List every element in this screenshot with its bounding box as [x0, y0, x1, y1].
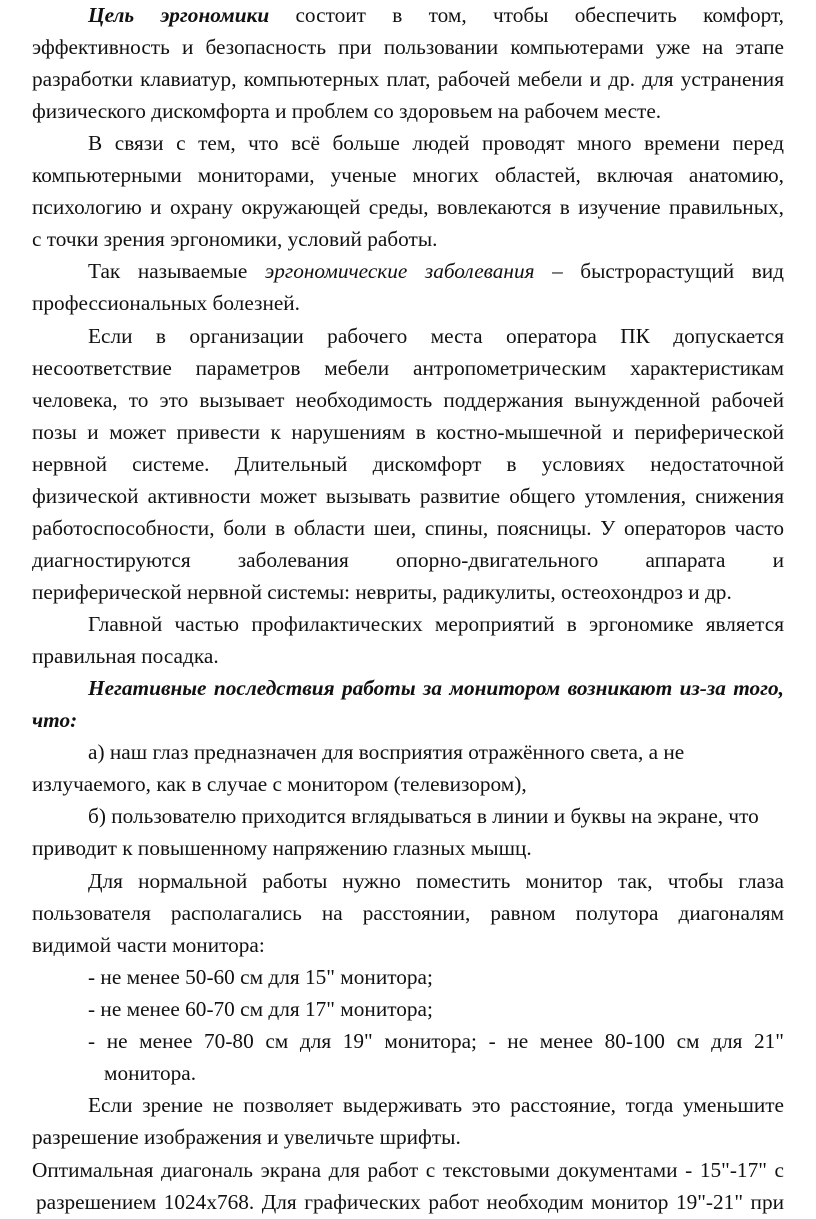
- paragraph-line: работоспособности, боли в области шеи, спины, поясницы. У операторов часто: [32, 516, 784, 540]
- paragraph-line: с точки зрения эргономики, условий работы.: [32, 227, 438, 251]
- paragraph-line: разработки клавиатур, компьютерных плат, рабочей мебели и др. для устранения: [32, 67, 784, 91]
- list-item: - не менее 70-80 см для 19" монитора; - не менее 80-100 см для 21": [88, 1029, 784, 1053]
- text-run: – быстрорастущий вид: [534, 259, 784, 283]
- list-item-b: б) пользователю приходится вглядываться в линии и буквы на экране, что: [88, 804, 759, 828]
- paragraph-line: видимой части монитора:: [32, 933, 265, 957]
- paragraph-line: разрешением 1024x768. Для графических работ необходим монитор 19"-21" при: [36, 1190, 784, 1214]
- paragraph-line: Главной частью профилактических мероприятий в эргономике является: [88, 612, 784, 636]
- paragraph-line: правильная посадка.: [32, 644, 219, 668]
- paragraph-line: периферической нервной системы: невриты, радикулиты, остеохондроз и др.: [32, 580, 732, 604]
- paragraph-line: психологию и охрану окружающей среды, вовлекаются в изучение правильных,: [32, 195, 784, 219]
- text-run: Так называемые: [88, 259, 265, 283]
- paragraph-line: физической активности может вызывать развитие общего утомления, снижения: [32, 484, 784, 508]
- section-heading-line: что:: [32, 708, 78, 732]
- paragraph-line: профессиональных болезней.: [32, 291, 301, 315]
- paragraph-line: пользователя располагались на расстоянии, равном полутора диагоналям: [32, 901, 784, 925]
- list-item: - не менее 50-60 см для 15" монитора;: [88, 965, 433, 989]
- paragraph-line: приводит к повышенному напряжению глазных мышц.: [32, 836, 532, 860]
- paragraph-line: Если в организации рабочего места оператора ПК допускается: [88, 324, 784, 348]
- paragraph-line: Для нормальной работы нужно поместить монитор так, чтобы глаза: [88, 869, 784, 893]
- paragraph-line: излучаемого, как в случае с монитором (телевизором),: [32, 772, 527, 796]
- term-ergonomic-diseases: эргономические заболевания: [264, 259, 535, 283]
- paragraph-line: [88, 0, 784, 32]
- list-item-a: а) наш глаз предназначен для восприятия отражённого света, а не: [88, 740, 685, 764]
- list-item: - не менее 60-70 см для 17" монитора;: [88, 997, 433, 1021]
- list-item-continuation: монитора.: [104, 1061, 197, 1085]
- term-ergonomics-goal: Цель эргономики: [88, 3, 270, 27]
- paragraph-line: несоответствие параметров мебели антропометрическим характеристикам: [32, 356, 784, 380]
- paragraph-line: компьютерными мониторами, ученые многих областей, включая анатомию,: [32, 163, 784, 187]
- paragraph-line: В связи с тем, что всё больше людей проводят много времени перед: [88, 131, 784, 155]
- paragraph-line: [88, 256, 784, 288]
- paragraph-line: Оптимальная диагональ экрана для работ с текстовыми документами - 15"-17" с: [32, 1158, 784, 1182]
- paragraph-line: эффективность и безопасность при пользовании компьютерами уже на этапе: [32, 35, 784, 59]
- text-run: состоит в том, чтобы обеспечить комфорт,: [269, 3, 784, 27]
- section-heading-line: Негативные последствия работы за монитором возникают из-за того,: [88, 676, 784, 700]
- paragraph-line: человека, то это вызывает необходимость поддержания вынужденной рабочей: [32, 388, 784, 412]
- paragraph-line: Если зрение не позволяет выдерживать это расстояние, тогда уменьшите: [88, 1093, 784, 1117]
- paragraph-line: диагностируются заболевания опорно-двигательного аппарата и: [32, 548, 784, 572]
- paragraph-line: нервной системе. Длительный дискомфорт в условиях недостаточной: [32, 452, 784, 476]
- paragraph-line: позы и может привести к нарушениям в костно-мышечной и периферической: [32, 420, 784, 444]
- paragraph-line: разрешение изображения и увеличьте шрифты.: [32, 1125, 461, 1149]
- paragraph-line: физического дискомфорта и проблем со здоровьем на рабочем месте.: [32, 99, 662, 123]
